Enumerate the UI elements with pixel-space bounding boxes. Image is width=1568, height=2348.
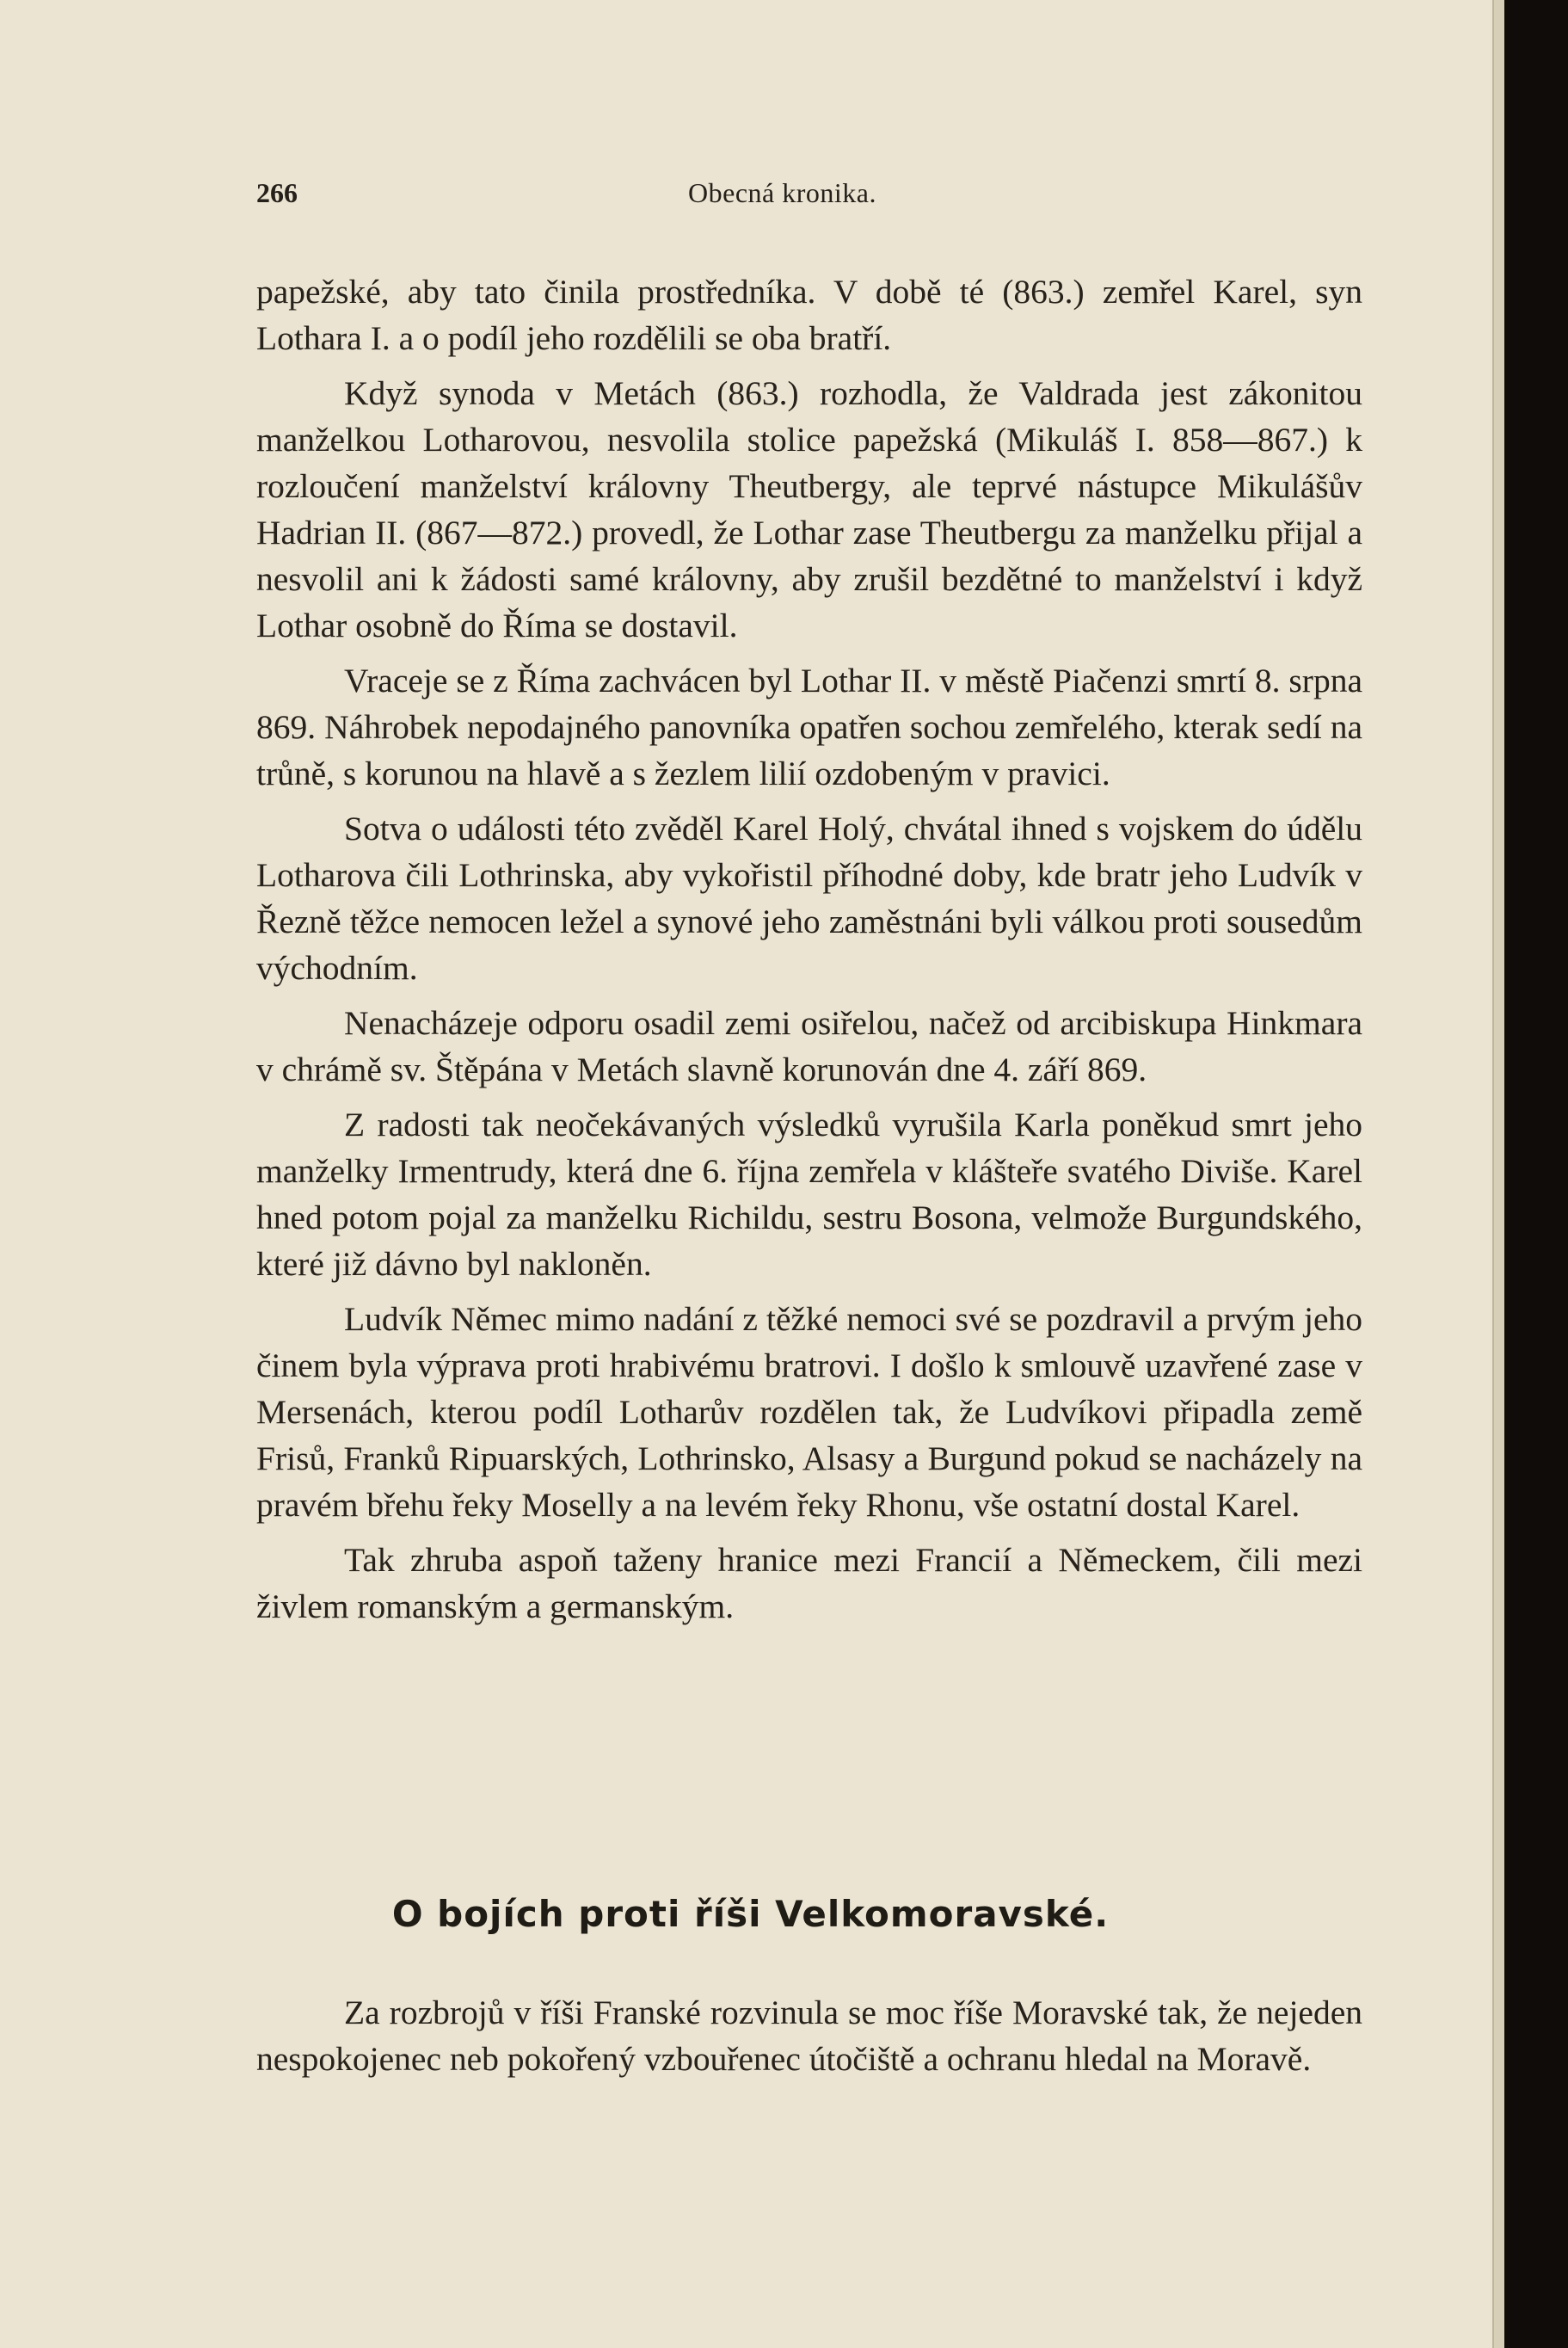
scan-background xyxy=(1504,0,1568,2348)
section-heading: O bojích proti říši Velkomoravské. xyxy=(391,1893,1110,1935)
paragraph: papežské, aby tato činila prostředníka. V době té (863.) zemřel Karel, syn Lothara I. a o podíl jeho rozdělili se oba bratří. xyxy=(256,273,1362,357)
main-text xyxy=(256,268,1362,1638)
running-title: Obecná kronika. xyxy=(688,177,876,208)
paragraph: Za rozbrojů v říši Franské rozvinula se moc říše Moravské tak, že nejeden nespokojenec neb pokořený vzbouřenec útočiště a ochranu hledal na Moravě. xyxy=(256,1994,1362,2078)
paragraph: Sotva o události této zvěděl Karel Holý, chvátal ihned s vojskem do údělu Lotharova čili Lothrinska, aby vykořistil příhodné doby, kde bratr jeho Ludvík v Řezně těžce nemocen ležel a synové jeho zaměstnáni byli válkou proti sousedům východním. xyxy=(256,810,1362,987)
paragraph: Z radosti tak neočekávaných výsledků vyrušila Karla poněkud smrt jeho manželky Irmentrudy, která dne 6. října zemřela v klášteře svatého Diviše. Karel hned potom pojal za manželku Richildu, sestru Bosona, velmože Burgundského, které již dávno byl nakloněn. xyxy=(256,1106,1362,1283)
paragraph: Ludvík Němec mimo nadání z těžké nemoci své se pozdravil a prvým jeho činem byla výprava proti hrabivému bratrovi. I došlo k smlouvě uzavřené zase v Mersenách, kterou podíl Lotharův rozdělen tak, že Ludvíkovi připadla země Frisů, Franků Ripuarských, Lothrinsko, Alsasy a Burgund pokud se nacházely na pravém břehu řeky Moselly a na levém řeky Rhonu, vše ostatní dostal Karel. xyxy=(256,1300,1362,1524)
paragraph: Když synoda v Metách (863.) rozhodla, že Valdrada jest zákonitou manželkou Lotharovou, nesvolila stolice papežská (Mikuláš I. 858—867.) k rozloučení manželství královny Theutbergy, ale teprvé nástupce Mikulášův Hadrian II. (867—872.) provedl, že Lothar zase Theutbergu za manželku přijal a nesvolil ani k žádosti samé královny, aby zrušil bezdětné to manželství i když Lothar osobně do Říma se dostavil. xyxy=(256,374,1362,644)
section-text xyxy=(256,1989,1362,2082)
paragraph: Nenacházeje odporu osadil zemi osiřelou, načež od arcibiskupa Hinkmara v chrámě sv. Štěpána v Metách slavně korunován dne 4. září 869. xyxy=(256,1004,1362,1088)
paragraph: Tak zhruba aspoň taženy hranice mezi Francií a Německem, čili mezi živlem romanským a germanským. xyxy=(256,1541,1362,1625)
paragraph: Vraceje se z Říma zachvácen byl Lothar II. v městě Piačenzi smrtí 8. srpna 869. Náhrobek nepodajného panovníka opatřen sochou zemřelého, kterak sedí na trůně, s korunou na hlavě a s žezlem lilií ozdobeným v pravici. xyxy=(256,662,1362,792)
page-header xyxy=(0,177,1501,229)
page-number: 266 xyxy=(256,177,298,208)
